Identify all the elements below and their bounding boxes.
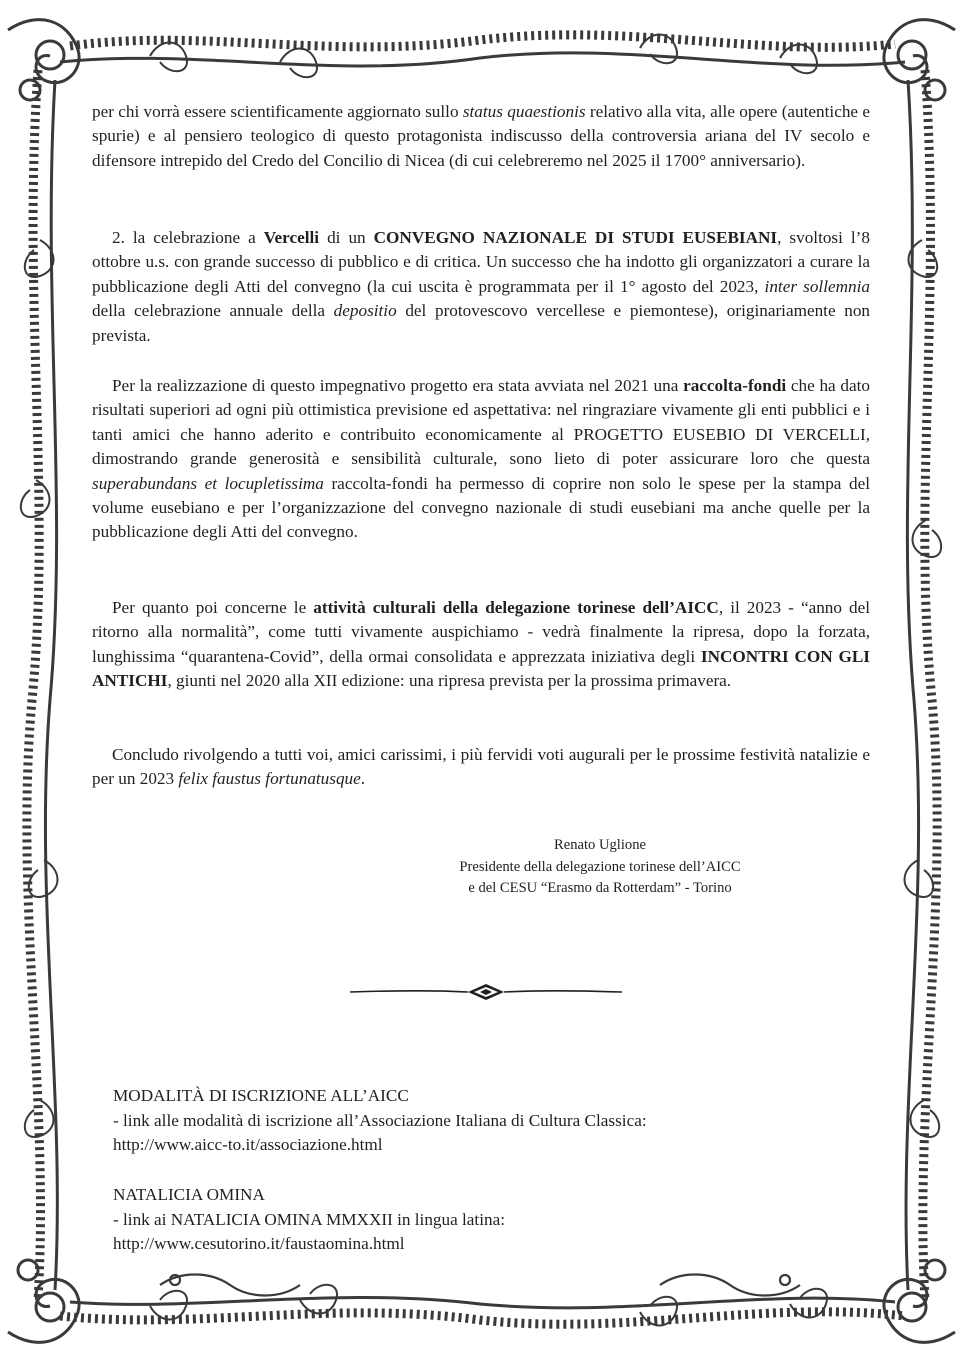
natalicia-heading: NATALICIA OMINA xyxy=(113,1185,265,1204)
paragraph-status-quaestionis: per chi vorrà essere scientificamente aggiornato sullo status quaestionis relativo alla vita, alle opere (autentiche e spurie) e al pensiero teologico di questo protagonista indiscusso della controversia ariana del IV secolo e difensore intrepido del Credo del Concilio di Nicea (di cui celebreremo nel 2025 il 1700° anniversario). xyxy=(92,102,870,170)
paragraph-convegno: 2. la celebrazione a Vercelli di un CONVEGNO NAZIONALE DI STUDI EUSEBIANI, svoltosi l’8 ottobre u.s. con grande successo di pubblico e di critica. Un successo che ha indotto gli organizzatori a curare la pubblicazione degli Atti del convegno (la cui uscita è programmata per il 1° agosto del 2023, inter sollemnia della celebrazione annuale della depositio del protovescovo vercellese e piemontese), originariamente non prevista. xyxy=(92,228,871,345)
signature-block xyxy=(420,835,780,900)
natalicia-link[interactable]: http://www.cesutorino.it/faustaomina.html xyxy=(113,1234,405,1254)
border-bottom xyxy=(60,1312,905,1324)
iscrizione-link[interactable]: http://www.aicc-to.it/associazione.html xyxy=(113,1135,383,1155)
border-top xyxy=(70,35,895,47)
signature-name: Renato Uglione xyxy=(553,837,646,853)
iscrizione-text: - link alle modalità di iscrizione all’Associazione Italiana di Cultura Classica: xyxy=(113,1110,647,1130)
iscrizione-section xyxy=(113,1084,813,1158)
paragraph-attivita-culturali: Per quanto poi concerne le attività culturali della delegazione torinese dell’AICC, il 2023 - “anno del ritorno alla normalità”, come tutti vivamente auspichiamo - vedrà finalmente la ripresa, dopo la forzata, lunghissima “quarantena-Covid”, della ormai consolidata e apprezzata iniziativa degli INCONTRI CON GLI ANTICHI, giunti nel 2020 alla XII edizione: una ripresa prevista per la prossima primavera. xyxy=(92,598,871,691)
paragraph-raccolta-fondi: Per la realizzazione di questo impegnativo progetto era stata avviata nel 2021 una raccolta-fondi che ha dato risultati superiori ad ogni più ottimistica previsione ed aspettativa: nel ringraziare vivamente gli enti pubblici e i tanti amici che hanno aderito e contribuito economicamente al PROGETTO EUSEBIO DI VERCELLI, dimostrando grande generosità e sensibilità culturale, sono lieto di poter assicurare loro che questa superabundans et locupletissima raccolta-fondi ha permesso di coprire non solo le spese per la stampa del volume eusebiano e per l’organizzazione del convegno nazionale di studi eusebiani ma anche quelle per la pubblicazione degli Atti del convegno. xyxy=(92,376,870,542)
natalicia-section xyxy=(113,1183,813,1257)
natalicia-text: - link ai NATALICIA OMINA MMXXII in lingua latina: xyxy=(113,1209,505,1229)
signature-title-1: Presidente della delegazione torinese dell’AICC xyxy=(459,858,741,875)
signature-title-2: e del CESU “Erasmo da Rotterdam” - Torino xyxy=(468,880,732,896)
paragraph-conclusione: Concludo rivolgendo a tutti voi, amici carissimi, i più fervidi voti augurali per le prossime festività natalizie e per un 2023 felix faustus fortunatusque. xyxy=(92,745,870,789)
iscrizione-heading: MODALITÀ DI ISCRIZIONE ALL’AICC xyxy=(113,1086,409,1105)
section-divider-ornament xyxy=(350,980,622,1004)
